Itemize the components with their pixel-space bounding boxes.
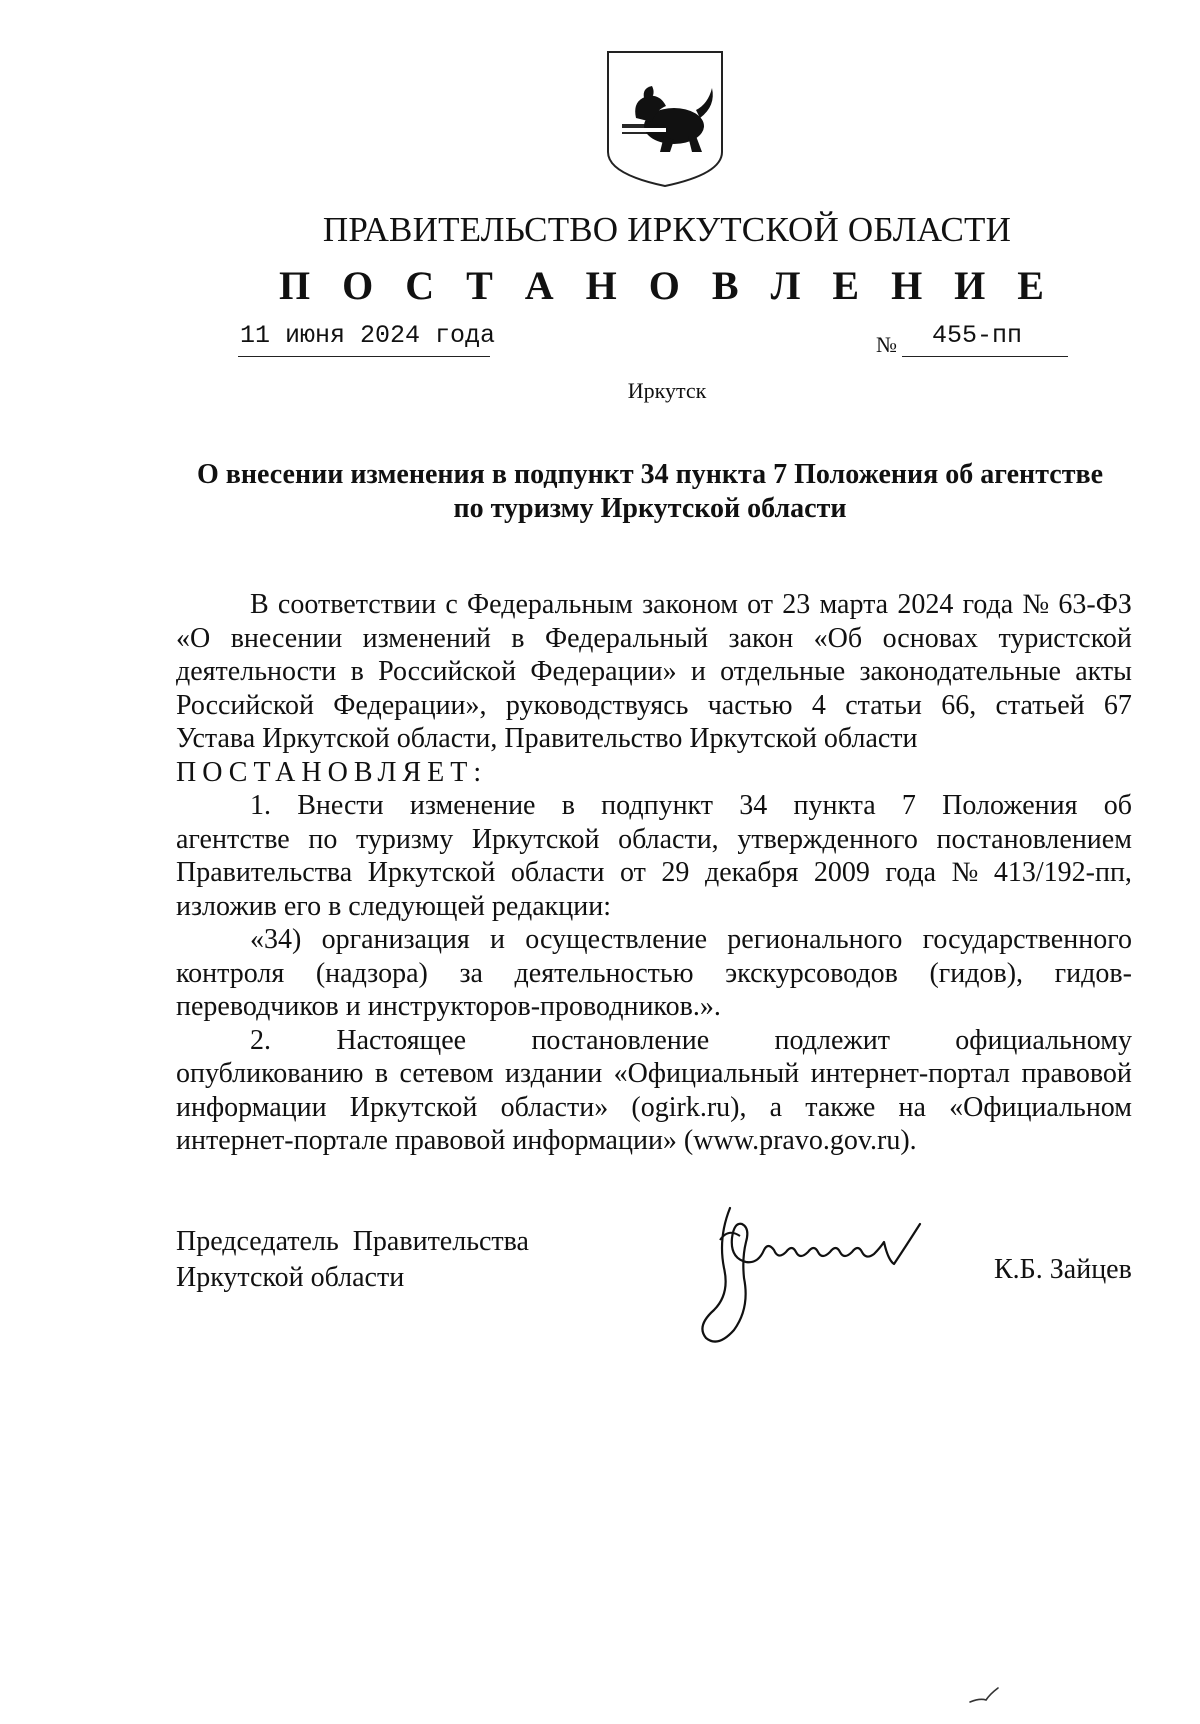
position-line: Председатель Правительства: [176, 1226, 529, 1257]
body-word: статьей: [995, 689, 1085, 721]
body-word: Федеральный: [545, 622, 709, 654]
body-word: регионального: [727, 924, 903, 955]
body-word: соответствии: [277, 589, 437, 620]
body-word: законодательные: [859, 656, 1061, 687]
body-word: от: [620, 857, 646, 888]
body-word: деятельностью: [514, 957, 694, 989]
body-line: [176, 655, 1132, 689]
body-word: сетевом: [399, 1058, 494, 1089]
body-word: 66,: [941, 689, 977, 721]
body-word: 4: [811, 689, 826, 721]
body-word: руководствуясь: [505, 689, 689, 721]
body-word: декабря: [704, 857, 799, 888]
body-word: марта: [819, 589, 889, 620]
subject-line: О внесении изменения в подпункт 34 пункта 7 Положения об агентстве: [196, 459, 1104, 490]
body-word: экскурсоводов: [725, 957, 898, 989]
body-word: изложив его в следующей редакции:: [176, 890, 611, 922]
date-field: [238, 316, 496, 357]
body-word: Иркутской: [349, 1091, 478, 1123]
body-word: по: [308, 823, 338, 855]
body-word: на: [898, 1091, 926, 1123]
body-word: 23: [782, 589, 811, 620]
body-word: 2024: [897, 589, 954, 620]
body-word: и: [490, 924, 506, 955]
body-word: (гидов),: [929, 957, 1024, 989]
body-word: гидов-: [1054, 957, 1132, 989]
body-word: с: [445, 589, 458, 620]
body-word: Устава Иркутской области, Правительство Иркутской области: [176, 723, 918, 754]
document-date: 11 июня 2024 года: [240, 321, 496, 350]
body-word: отдельные: [720, 656, 846, 687]
body-word: «О: [176, 622, 211, 654]
body-word: «Официальном: [949, 1091, 1132, 1123]
body-word: интернет-портале правовой информации» (www.pravo.gov.ru).: [176, 1125, 917, 1156]
body-word: Российской: [176, 689, 314, 721]
body-word: в: [561, 790, 575, 821]
subject-line: по туризму Иркутской области: [453, 493, 847, 524]
body-word: Настоящее: [336, 1024, 467, 1056]
number-sign: №: [876, 332, 897, 357]
body-word: №: [951, 857, 979, 888]
body-word: организация: [321, 924, 470, 955]
body-line: [176, 756, 1132, 790]
body-word: Положения: [942, 790, 1078, 821]
body-word: Иркутской: [471, 823, 600, 855]
body-word: интернет-портал: [810, 1058, 1011, 1089]
body-word: Иркутской: [367, 857, 496, 888]
document-body: [176, 588, 1132, 1158]
body-line: [176, 923, 1132, 957]
body-word: В: [250, 589, 269, 620]
body-word: туризму: [355, 823, 454, 855]
body-word: утвержденного: [737, 823, 918, 855]
body-word: подпункт: [601, 790, 714, 821]
body-word: подлежит: [774, 1024, 890, 1056]
body-word: ПОСТАНОВЛЯЕТ:: [176, 756, 488, 788]
body-word: Правительства: [176, 857, 353, 888]
body-line: [176, 622, 1132, 656]
signatory-position: [176, 1224, 529, 1296]
body-word: (надзора): [315, 957, 428, 989]
body-word: Федеральным: [467, 589, 633, 620]
body-word: основах: [882, 622, 978, 654]
body-word: туристской: [998, 622, 1132, 654]
position-line: Иркутской области: [176, 1262, 405, 1293]
body-word: постановлением: [936, 823, 1132, 855]
body-line: [176, 990, 1132, 1024]
body-word: 1.: [250, 790, 271, 821]
body-word: правовой: [1021, 1058, 1132, 1089]
body-word: года: [962, 589, 1014, 620]
body-word: «34): [250, 924, 302, 955]
body-word: «Официальный: [613, 1058, 800, 1089]
body-word: в: [511, 622, 525, 654]
body-word: года: [885, 857, 937, 888]
number-field: [902, 316, 1068, 357]
body-word: Федерации»: [530, 656, 677, 687]
body-word: опубликованию: [176, 1058, 364, 1089]
body-word: контроля: [176, 957, 285, 989]
body-word: агентстве: [176, 823, 290, 855]
body-line: [176, 1057, 1132, 1091]
coat-of-arms-emblem: [604, 48, 726, 190]
body-line: [176, 588, 1132, 622]
body-word: 67: [1103, 689, 1132, 721]
body-word: «Об: [813, 622, 863, 654]
body-word: за: [459, 957, 483, 989]
body-word: 29: [661, 857, 690, 888]
body-line: [176, 689, 1132, 723]
body-word: пункта: [793, 790, 876, 821]
body-line: [176, 890, 1132, 924]
body-word: №: [1022, 589, 1050, 620]
body-word: 34: [739, 790, 768, 821]
body-word: в: [374, 1058, 389, 1089]
body-word: области: [510, 857, 605, 888]
body-word: Российской: [378, 656, 517, 687]
body-word: частью: [707, 689, 793, 721]
body-line: [176, 1124, 1132, 1158]
body-line: [176, 789, 1132, 823]
body-line: [176, 823, 1132, 857]
handwritten-signature: [684, 1198, 956, 1348]
body-word: Федерации»,: [333, 689, 487, 721]
body-word: постановление: [531, 1024, 710, 1056]
body-word: в: [350, 656, 364, 687]
body-line: [176, 722, 1132, 756]
body-word: официальному: [955, 1024, 1132, 1056]
body-word: внесении: [230, 622, 343, 654]
body-word: изменений: [362, 622, 491, 654]
body-word: области»: [500, 1091, 609, 1123]
body-word: переводчиков и инструкторов-проводников.».: [176, 991, 721, 1022]
body-word: информации: [176, 1091, 327, 1123]
body-word: 2009: [813, 857, 870, 888]
body-word: деятельности: [176, 656, 337, 687]
body-word: Внести: [297, 790, 384, 821]
document-subject: [170, 458, 1130, 526]
body-line: [176, 1024, 1132, 1058]
body-word: от: [747, 589, 774, 620]
pen-mark: [968, 1684, 1002, 1706]
body-line: [176, 957, 1132, 991]
body-word: закон: [728, 622, 794, 654]
body-line: [176, 856, 1132, 890]
body-line: [176, 1091, 1132, 1125]
government-title: ПРАВИТЕЛЬСТВО ИРКУТСКОЙ ОБЛАСТИ: [322, 210, 1012, 249]
body-word: статьи: [845, 689, 922, 721]
city-name: Иркутск: [627, 378, 707, 403]
body-word: об: [1103, 790, 1132, 821]
body-word: издании: [505, 1058, 603, 1089]
body-word: изменение: [409, 790, 536, 821]
body-word: государственного: [922, 924, 1132, 955]
body-word: 63-ФЗ: [1058, 589, 1132, 620]
body-word: осуществление: [525, 924, 708, 955]
document-type-heading: П О С Т А Н О В Л Е Н И Е: [279, 263, 1055, 308]
body-word: акты: [1075, 656, 1132, 687]
body-word: области,: [618, 823, 719, 855]
signatory-name: К.Б. Зайцев: [994, 1254, 1132, 1285]
body-word: 7: [901, 790, 916, 821]
body-word: а: [769, 1091, 783, 1123]
body-word: и: [690, 656, 706, 687]
body-word: (ogirk.ru),: [631, 1091, 747, 1123]
document-number: 455-пп: [932, 321, 1023, 350]
body-word: 2.: [250, 1024, 271, 1056]
body-word: законом: [642, 589, 738, 620]
body-word: 413/192-пп,: [993, 857, 1132, 888]
body-word: также: [805, 1091, 876, 1123]
